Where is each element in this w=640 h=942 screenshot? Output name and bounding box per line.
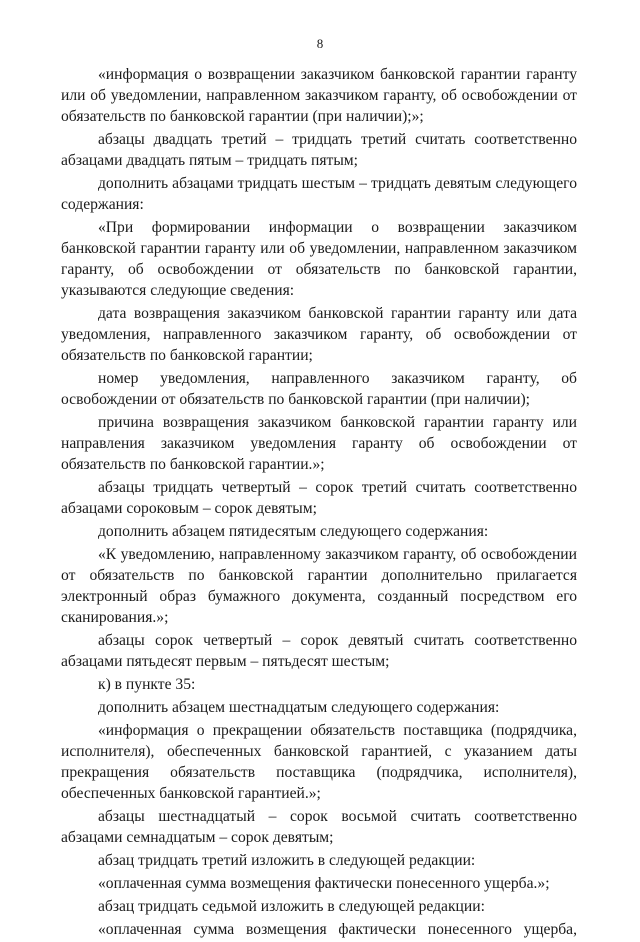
paragraph: абзацы сорок четвертый – сорок девятый считать соответственно абзацами пятьдесят первым – пятьдесят шестым; xyxy=(61,632,577,670)
paragraph: абзацы тридцать четвертый – сорок третий считать соответственно абзацами сороковым – сорок девятым; xyxy=(61,479,577,517)
paragraph: номер уведомления, направленного заказчиком гаранту, об освобождении от обязательств по банковской гарантии (при наличии); xyxy=(61,370,577,408)
paragraph: «оплаченная сумма возмещения фактически понесенного ущерба.»; xyxy=(98,875,550,892)
page-number: 8 xyxy=(316,36,324,51)
paragraph: «К уведомлению, направленному заказчиком гаранту, об освобождении от обязательств по банковской гарантии дополнительно прилагается электронный образ бумажного документа, созданный посредством его сканирования.»; xyxy=(61,546,577,626)
paragraph: причина возвращения заказчиком банковской гарантии гаранту или направления заказчиком уведомления гаранту об освобождении от обязательств по банковской гарантии.»; xyxy=(61,414,577,473)
paragraph: дополнить абзацами тридцать шестым – тридцать девятым следующего содержания: xyxy=(61,175,577,213)
paragraph: абзац тридцать третий изложить в следующей редакции: xyxy=(98,852,476,869)
paragraph: абзацы двадцать третий – тридцать третий считать соответственно абзацами двадцать пятым – тридцать пятым; xyxy=(61,131,577,169)
paragraph: дополнить абзацем пятидесятым следующего содержания: xyxy=(98,523,489,540)
paragraph: абзацы шестнадцатый – сорок восьмой считать соответственно абзацами семнадцатым – сорок девятым; xyxy=(61,808,577,846)
paragraph: дата возвращения заказчиком банковской гарантии гаранту или дата уведомления, направленного заказчиком гаранту, об освобождении от обязательств по банковской гарантии; xyxy=(61,305,577,364)
paragraph: дополнить абзацем шестнадцатым следующего содержания: xyxy=(98,699,500,716)
paragraph: абзац тридцать седьмой изложить в следующей редакции: xyxy=(98,898,485,915)
document-body xyxy=(61,64,577,942)
paragraph: «При формировании информации о возвращении заказчиком банковской гарантии гаранту или об уведомлении, направленном заказчиком гаранту, об освобождении от обязательств по банковской гарантии, указываются следующие сведения: xyxy=(61,219,577,299)
paragraph: «оплаченная сумма возмещения фактически понесенного ущерба, xyxy=(98,921,577,938)
paragraph: «информация о возвращении заказчиком банковской гарантии гаранту или об уведомлении, направленном заказчиком гаранту, об освобождении от обязательств по банковской гарантии (при наличии);»; xyxy=(61,66,577,125)
paragraph: «информация о прекращении обязательств поставщика (подрядчика, исполнителя), обеспеченных банковской гарантией, с указанием даты прекращения обязательств поставщика (подрядчика, исполнителя), обеспеченных банковской гарантией.»; xyxy=(61,722,577,802)
paragraph: к) в пункте 35: xyxy=(98,676,196,693)
